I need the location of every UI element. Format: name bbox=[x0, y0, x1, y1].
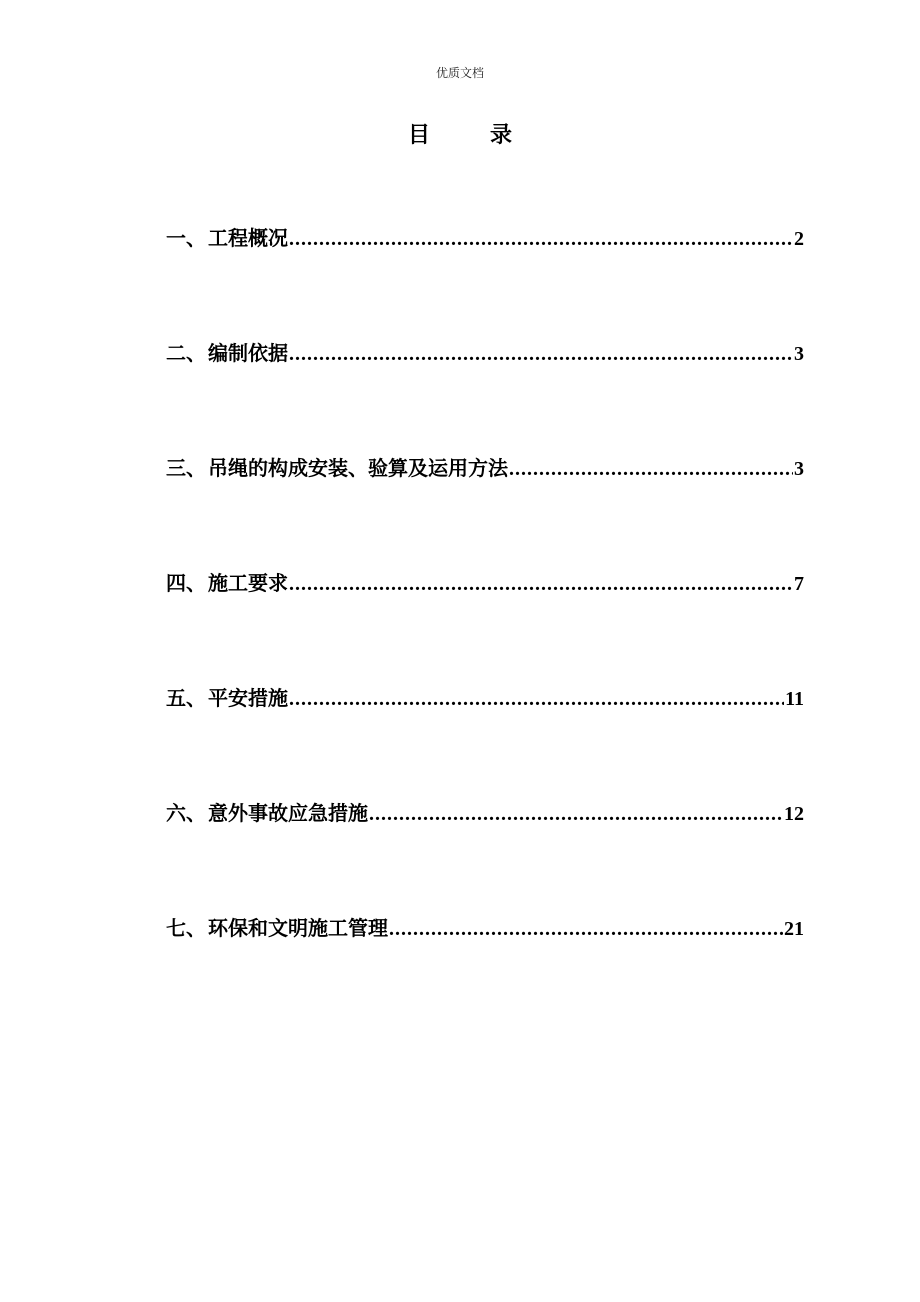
toc-entry-number: 二、 bbox=[166, 341, 206, 365]
toc-entry-number: 四、 bbox=[166, 571, 206, 595]
toc-entry[interactable] bbox=[150, 337, 804, 452]
toc-entry-title: 意外事故应急措施 bbox=[208, 801, 368, 825]
toc-dot-leader bbox=[289, 573, 793, 596]
toc-entry[interactable] bbox=[150, 567, 804, 682]
toc-entry-title: 平安措施 bbox=[208, 686, 288, 710]
toc-entry-page: 11 bbox=[785, 688, 804, 710]
toc-entry-page: 7 bbox=[794, 573, 804, 595]
toc-dot-leader bbox=[389, 918, 783, 941]
toc-entry[interactable] bbox=[150, 912, 804, 1027]
toc-dot-leader bbox=[369, 803, 783, 826]
toc-entry-page: 21 bbox=[784, 918, 804, 940]
toc-entry-number: 三、 bbox=[166, 456, 206, 480]
toc-dot-leader bbox=[509, 458, 793, 481]
toc-title-char-1: 目 bbox=[407, 122, 430, 148]
page-header: 优质文档 bbox=[435, 66, 484, 80]
toc-title-char-2: 录 bbox=[490, 122, 513, 148]
toc-title bbox=[0, 118, 920, 149]
toc-entry-title: 工程概况 bbox=[208, 226, 288, 250]
toc-entry-page: 2 bbox=[794, 228, 804, 250]
toc-entry[interactable] bbox=[150, 682, 804, 797]
toc-entry-number: 一、 bbox=[166, 226, 206, 250]
table-of-contents bbox=[150, 222, 804, 1027]
toc-entry-title: 施工要求 bbox=[208, 571, 288, 595]
toc-dot-leader bbox=[289, 343, 793, 366]
toc-entry-page: 3 bbox=[794, 343, 804, 365]
toc-entry[interactable] bbox=[150, 452, 804, 567]
toc-entry[interactable] bbox=[150, 222, 804, 337]
toc-entry-number: 五、 bbox=[166, 686, 206, 710]
toc-entry-title: 吊绳的构成安装、验算及运用方法 bbox=[208, 456, 508, 480]
toc-dot-leader bbox=[289, 688, 784, 711]
toc-entry-title: 编制依据 bbox=[208, 341, 288, 365]
toc-entry-title: 环保和文明施工管理 bbox=[208, 916, 388, 940]
toc-entry-number: 七、 bbox=[166, 916, 206, 940]
toc-entry-page: 3 bbox=[794, 458, 804, 480]
toc-dot-leader bbox=[289, 228, 793, 251]
toc-entry-number: 六、 bbox=[166, 801, 206, 825]
toc-entry-page: 12 bbox=[784, 803, 804, 825]
toc-entry[interactable] bbox=[150, 797, 804, 912]
